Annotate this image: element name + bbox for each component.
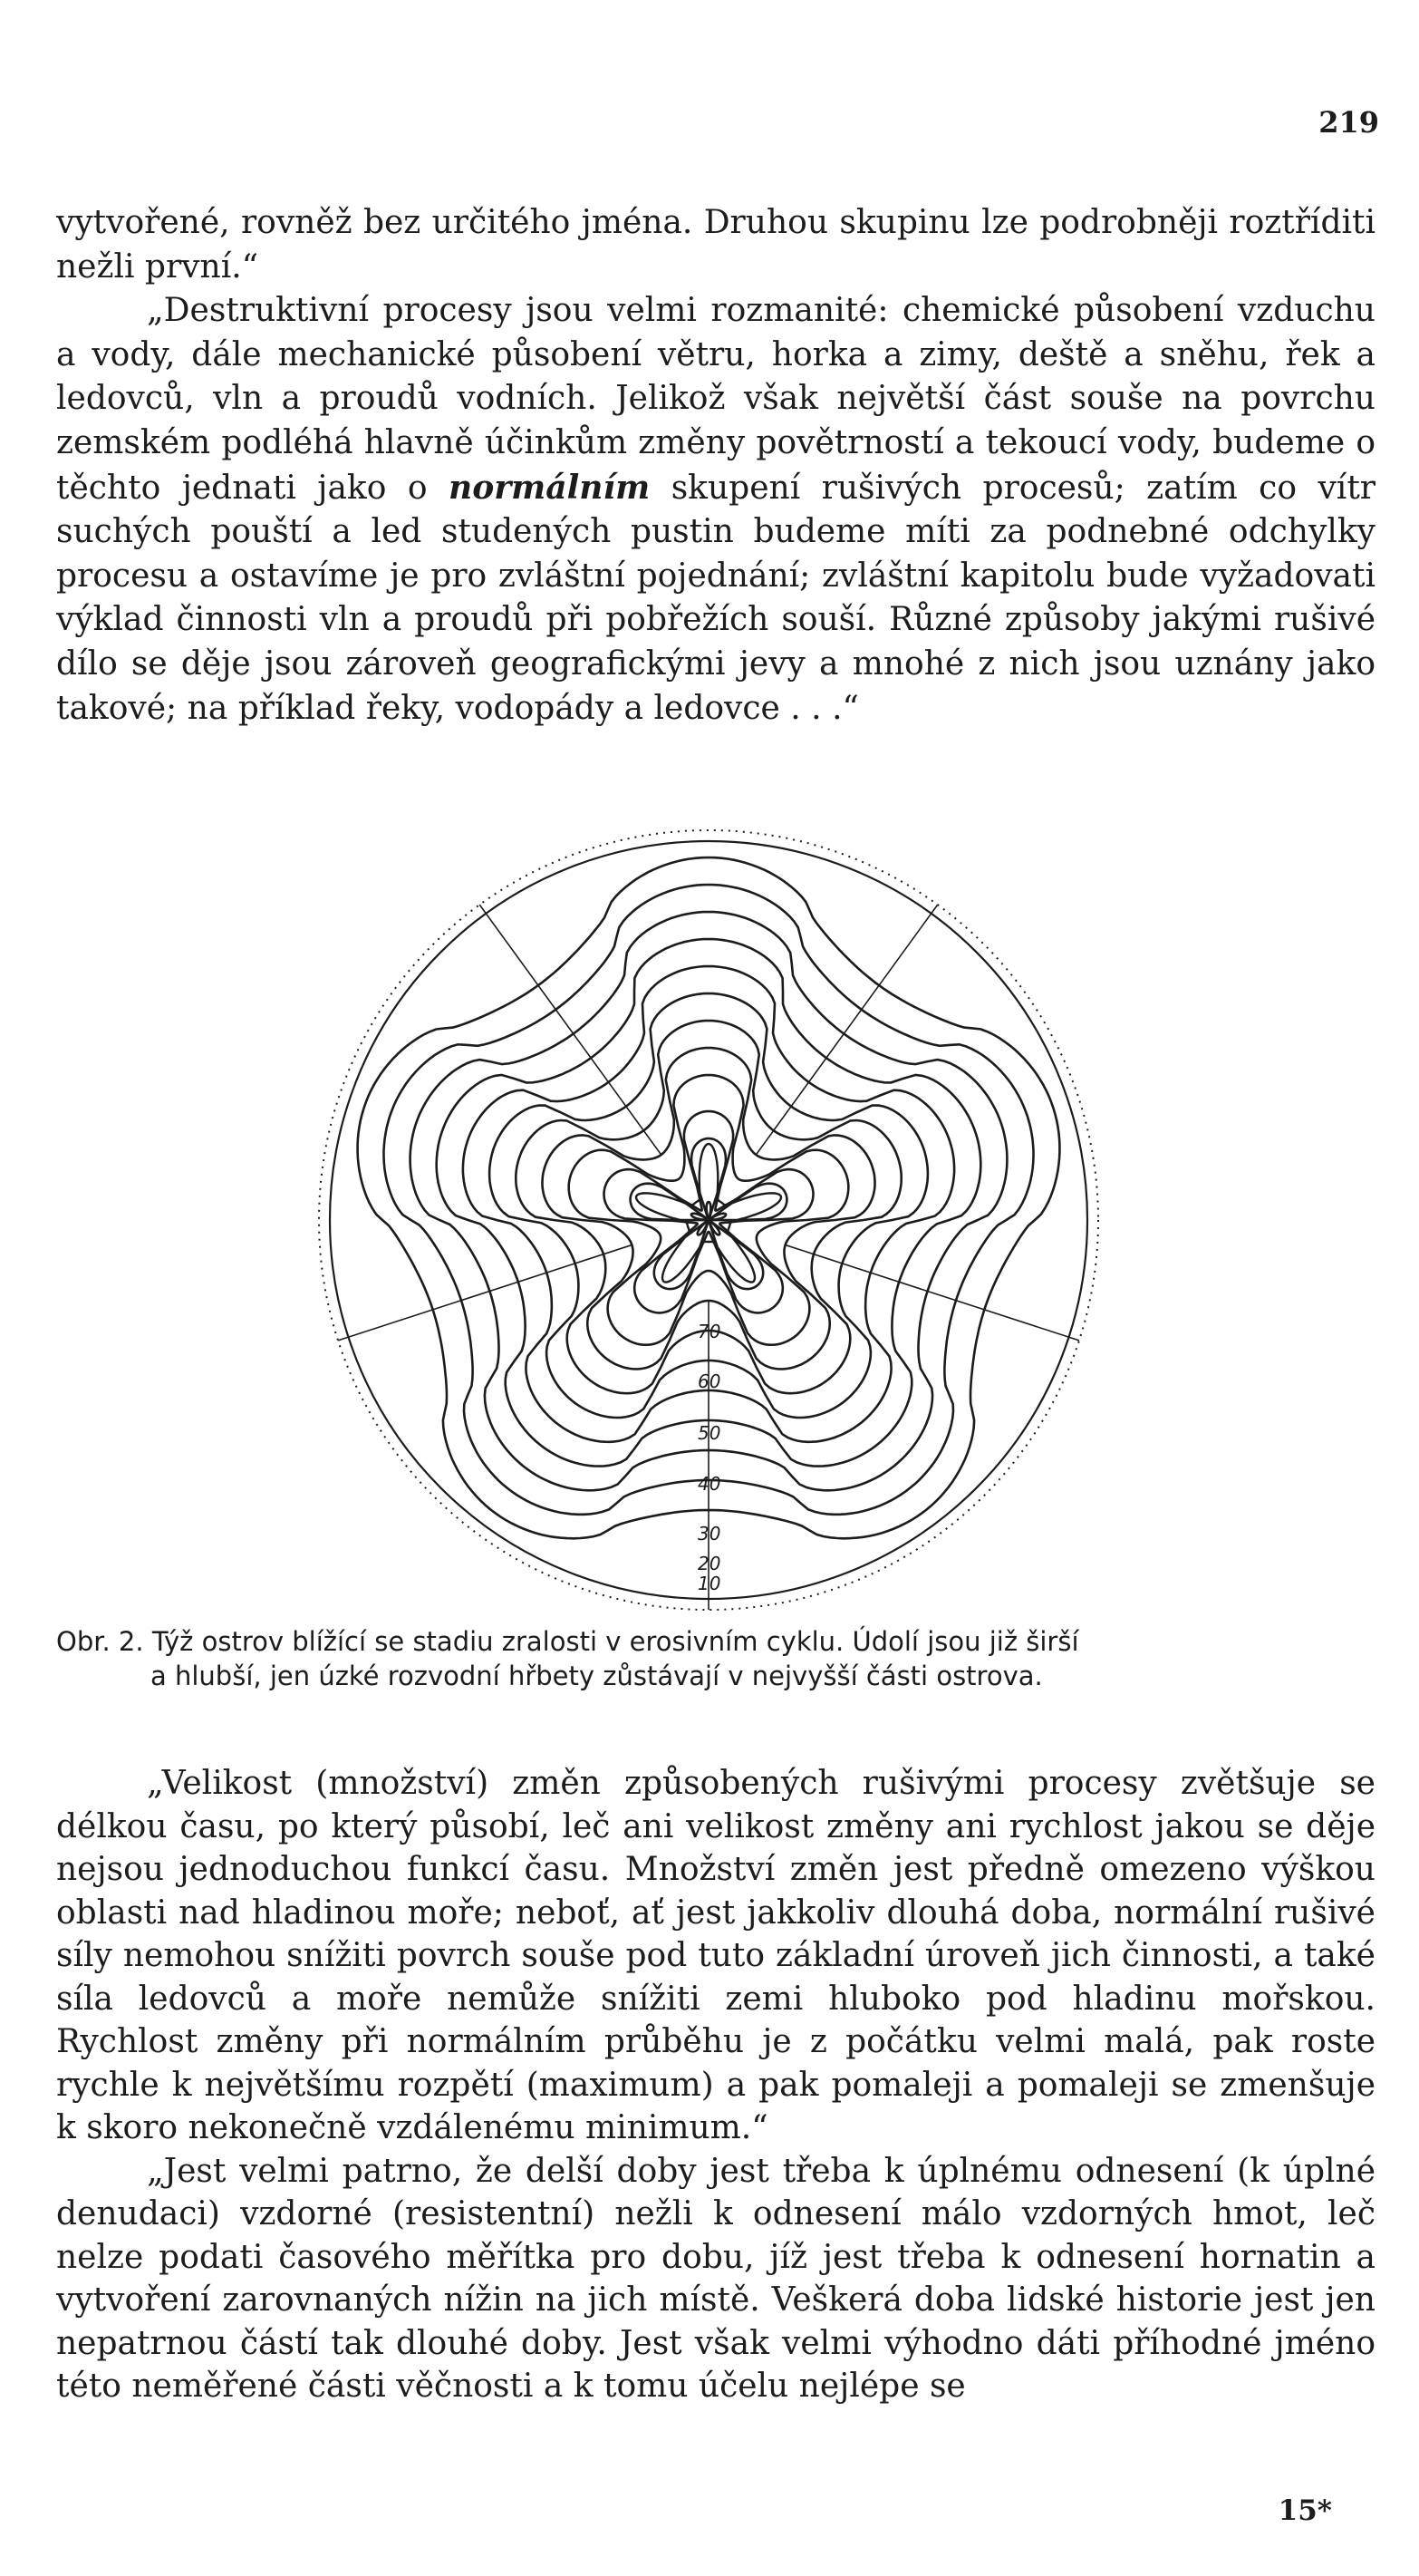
contour-label: 70 xyxy=(698,1321,721,1342)
contour-label: 30 xyxy=(698,1523,721,1545)
contour-label: 10 xyxy=(698,1573,721,1594)
paragraph-destructive-processes xyxy=(56,289,1376,731)
paragraph-time-scale: „Jest velmi patrno, že delší doby jest třeba k úplnému odnesení (k úplné denudaci) vzdorné (resistentní) nežli k odnesení málo vzdorných hmot, leč nelze podati časového měřítka pro dobu, jíž jest třeba k odnesení hornatin a vytvoření zarovnaných nížin na jich místě. Veškerá doba lidské historie jest jen nepatrnou částí tak dlouhé doby. Jest však velmi výhodno dáti příhodné jméno této neměřené části věčnosti a k tomu účelu nejlépe se xyxy=(56,2152,1376,2405)
island-contour-figure xyxy=(304,821,1120,1624)
caption-line-2: a hlubší, jen úzké rozvodní hřbety zůstávají v nejvyšší části ostrova. xyxy=(150,1661,1043,1691)
top-text-block xyxy=(56,201,1376,731)
contour-map xyxy=(304,821,1120,1624)
contour-label: 40 xyxy=(698,1473,721,1495)
bottom-text-block xyxy=(56,1762,1376,2408)
paragraph-text-b: skupení rušivých procesů; zatím co vítr suchých pouští a led studených pustin budeme míti za podnebné odchylky procesu a ostavíme je pro zvláštní pojednání; zvláštní kapitolu bude vyžadovati výklad činnosti vln a proudů při pobřežích souší. Různé způsoby jakými rušivé dílo se děje jsou zároveň geografickými jevy a mnohé z nich jsou uznány jako takové; na příklad řeky, vodopády a ledovce . . .“ xyxy=(56,469,1376,727)
contour-label: 60 xyxy=(698,1370,721,1392)
paragraph-magnitude-of-change: „Velikost (množství) změn způsobených rušivými procesy zvětšuje se délkou času, po který působí, leč ani velikost změny ani rychlost jakou se děje nejsou jednoduchou funkcí času. Množství změn jest předně omezeno výškou oblasti nad hladinou moře; neboť, ať jest jakkoliv dlouhá doba, normální rušivé síly nemohou snížiti povrch souše pod tuto základní úroveň jich činnosti, a také síla ledovců a moře nemůže snížiti zemi hluboko pod hladinu mořskou. Rychlost změny při normálním průběhu je z počátku velmi malá, pak roste rychle k největšímu rozpětí (maximum) a pak pomaleji a pomaleji se zmenšuje k skoro nekonečně vzdálenému minimum.“ xyxy=(56,1765,1376,2146)
page-number: 219 xyxy=(1318,105,1379,140)
emphasized-term: normálním xyxy=(449,468,651,507)
caption-line-1: Obr. 2. Týž ostrov blížící se stadiu zralosti v erosivním cyklu. Údolí jsou již širší xyxy=(56,1626,1079,1657)
contour-label: 20 xyxy=(698,1553,721,1574)
printer-signature: 15* xyxy=(1278,2494,1332,2527)
contour-label: 50 xyxy=(698,1422,721,1444)
contour-line xyxy=(631,1138,787,1289)
paragraph-continuation: vytvořené, rovněž bez určitého jména. Druhou skupinu lze podrobněji roztříditi nežli první.“ xyxy=(56,204,1376,286)
paragraph-text-a: „Destruktivní procesy jsou velmi rozmanité: chemické působení vzduchu a vody, dále mechanické působení větru, horka a zimy, deště a sněhu, řek a ledovců, vln a proudů vodních. Jelikož však největší část souše na povrchu zemském podléhá hlavně účinkům změny povětrností a tekoucí vody, budeme o těchto jednati jako o xyxy=(56,292,1376,507)
figure-caption xyxy=(56,1624,1376,1693)
